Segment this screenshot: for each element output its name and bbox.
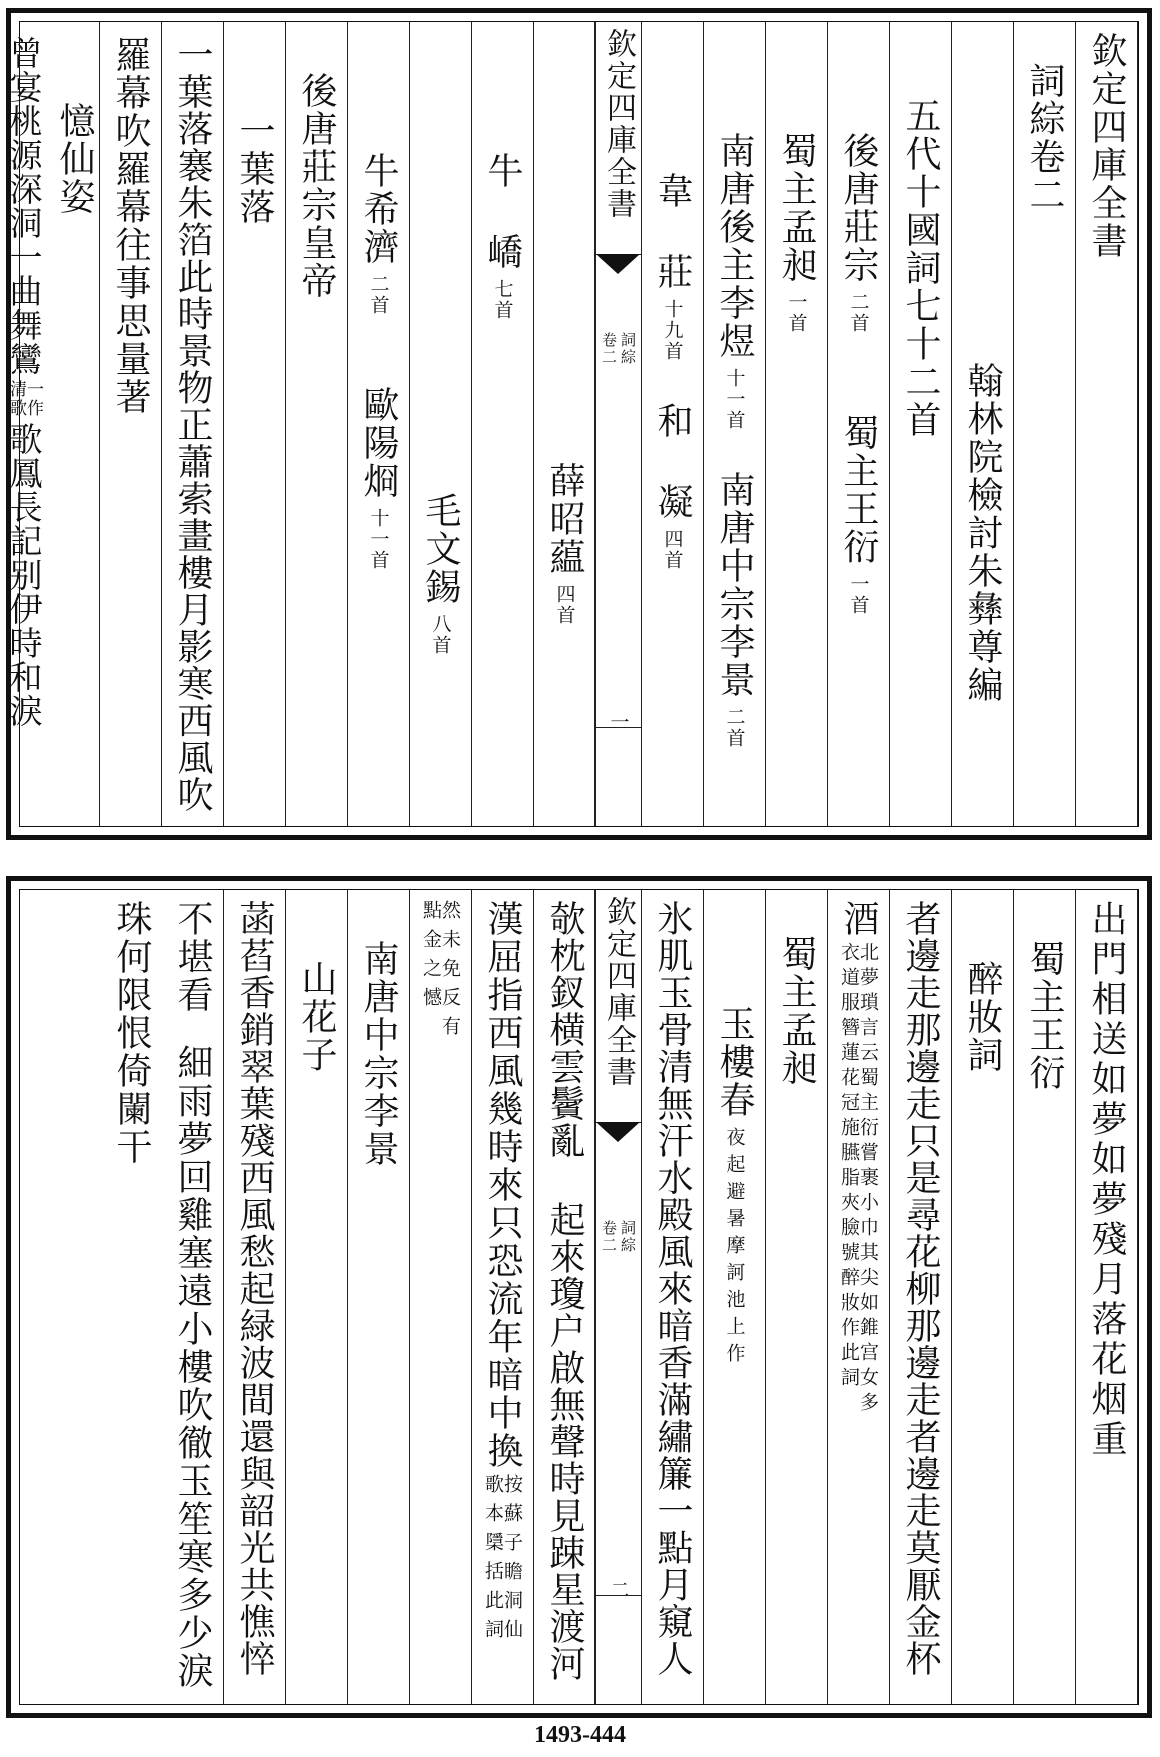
author-entry: 薛昭藴 [544, 462, 585, 576]
poem-line: 曾宴桃源深洞一曲舞鸞 [4, 36, 44, 376]
col-b-3 [951, 890, 1014, 1704]
note-line: 按蘇子瞻洞仙 [501, 1474, 523, 1648]
col-b-7 [703, 890, 766, 1704]
bottom-page-inner-frame [19, 889, 1139, 1705]
volume-title: 詞綜卷二 [1024, 62, 1065, 214]
poem-line: 菡萏香銷翠葉殘西風愁起緑波間還與韶光共憔悴 [234, 900, 275, 1677]
poem-line: 不堪看 [172, 900, 213, 1014]
lower-fish-line [595, 727, 641, 728]
col-book-title [1075, 22, 1138, 826]
count-note: 二首 [367, 274, 390, 316]
col-b-8 [641, 890, 704, 1704]
page-footer-number: 1493-444 [534, 1722, 626, 1748]
poem-line: 珠何限恨倚闌干 [111, 900, 152, 1166]
author-entry: 牛希濟 [358, 152, 399, 266]
author-heading: 後唐莊宗皇帝 [296, 72, 337, 300]
col-compiler [951, 22, 1014, 826]
poem-line: 一葉落褰朱箔此時景物正蕭索畫樓月影寒西風吹 [172, 36, 213, 813]
col-b-5 [827, 890, 890, 1704]
col-tune-title-2 [49, 22, 100, 826]
poem-line: 漢屈指西風幾時來只恐流年暗中換 [482, 900, 523, 1470]
col-list-8 [347, 22, 410, 826]
center-sub-volume: 卷二 [600, 332, 618, 366]
note-line: 然未免反有 [439, 900, 461, 1045]
author-heading: 蜀主孟昶 [776, 935, 817, 1087]
count-note: 四首 [661, 529, 684, 571]
author-entry: 韋 莊 [652, 172, 693, 291]
col-b-6 [765, 890, 828, 1704]
inline-note [839, 942, 877, 1417]
note-line: 清歌 [6, 380, 26, 418]
col-b-12 [347, 890, 410, 1704]
col-list-1 [827, 22, 890, 826]
col-volume [1013, 22, 1076, 826]
col-text-2 [99, 22, 162, 826]
inline-note [421, 900, 459, 1045]
col-list-7 [409, 22, 472, 826]
note-line: 點金之憾 [420, 900, 442, 1016]
count-note: 十九首 [661, 299, 684, 362]
col-list-3 [703, 22, 766, 826]
top-page-inner-frame [4, 21, 1139, 827]
book-title: 欽定四庫全書 [1086, 32, 1127, 260]
compiler-line: 翰林院檢討朱彝尊編 [962, 362, 1003, 704]
author-entry: 後唐莊宗 [838, 132, 879, 284]
author-entry: 南唐中宗李景 [714, 471, 755, 699]
col-text-1 [161, 22, 224, 826]
bottom-page-frame [6, 876, 1152, 1718]
poem-line: 歌鳳長記别伊時和淚 [4, 422, 44, 728]
count-note: 十一首 [723, 368, 746, 431]
poem-line: 出門相送如夢如夢殘月落花烟重 [1086, 900, 1127, 1460]
note-line: 一作 [23, 380, 43, 418]
col-b-10 [471, 890, 534, 1704]
poem-line: 羅幕吹羅幕往事思量著 [110, 36, 151, 416]
count-note: 八首 [429, 614, 452, 656]
author-entry: 蜀主孟昶 [776, 132, 817, 284]
author-entry: 毛文錫 [420, 492, 461, 606]
tune-title: 醉妝詞 [962, 960, 1003, 1074]
col-section-heading [889, 22, 952, 826]
lower-fish-line [595, 1595, 641, 1596]
author-heading: 蜀主王衍 [1024, 940, 1065, 1092]
poem-line: 者邊走那邊走只是尋花柳那邊走者邊走莫厭金杯 [900, 900, 941, 1677]
center-sub-title: 詞綜 [619, 332, 637, 366]
poem-line: 欹枕釵横雲鬢亂 起來瓊户啟無聲時見踈星渡河 [544, 900, 585, 1682]
note-line: 歌本檃括此詞 [482, 1474, 504, 1648]
fish-tail-mark [596, 254, 640, 274]
col-tune-title [223, 22, 286, 826]
count-note: 二首 [847, 292, 870, 334]
note-line: 衣道服簪蓮花冠施臙脂夾臉號醉妝作此詞 [838, 942, 860, 1392]
col-b-15 [161, 890, 224, 1704]
fish-tail-mark [596, 1122, 640, 1142]
col-b-11 [409, 890, 472, 1704]
poem-line: 氷肌玉骨清無汗水殿風來暗香滿繡簾一點月窺人 [652, 900, 693, 1677]
tune-note: 夜起避暑摩訶池上作 [723, 1127, 746, 1370]
center-sub-volume: 卷二 [600, 1220, 618, 1254]
author-entry: 和 凝 [652, 402, 693, 521]
col-text-3 [0, 22, 50, 826]
poem-line: 酒 [838, 900, 879, 938]
count-note: 一首 [785, 292, 808, 334]
tune-title: 玉樓春 [714, 1005, 755, 1119]
author-heading: 南唐中宗李景 [358, 940, 399, 1168]
center-volume [601, 1220, 635, 1254]
author-entry: 歐陽烱 [358, 386, 399, 500]
count-note: 一首 [847, 574, 870, 616]
center-volume [601, 332, 635, 366]
tune-title: 山花子 [296, 960, 337, 1074]
top-page-frame [6, 8, 1152, 840]
col-b-13 [285, 890, 348, 1704]
author-entry: 蜀主王衍 [838, 414, 879, 566]
poem-line: 細雨夢回雞塞遠小樓吹徹玉笙寒多少淚 [172, 1044, 213, 1690]
author-entry: 牛 嶠 [482, 152, 523, 271]
author-entry: 南唐後主李煜 [714, 132, 755, 360]
center-book-title: 欽定四庫全書 [601, 896, 636, 1088]
section-heading: 五代十國詞七十二首 [900, 97, 941, 439]
col-list-2 [765, 22, 828, 826]
note-line: 北夢瑣言云蜀主衍嘗裹小巾其尖如錐宫女多 [857, 942, 879, 1417]
col-b-16 [100, 890, 162, 1704]
inline-note [7, 380, 41, 418]
tune-title: 一葉落 [234, 112, 275, 226]
col-b-9 [533, 890, 596, 1704]
count-note: 十一首 [367, 508, 390, 571]
tune-title: 憶仙姿 [54, 102, 95, 216]
center-page-number: 二 [607, 1580, 630, 1601]
count-note: 七首 [491, 279, 514, 321]
center-sub-title: 詞綜 [619, 1220, 637, 1254]
col-b-2 [1013, 890, 1076, 1704]
col-b-14 [223, 890, 286, 1704]
col-b-1 [1075, 890, 1138, 1704]
col-emperor [285, 22, 348, 826]
center-page-number: 一 [607, 712, 630, 733]
center-fold [594, 22, 642, 826]
count-note: 四首 [553, 584, 576, 626]
count-note: 二首 [723, 707, 746, 749]
center-fold [594, 890, 642, 1704]
col-b-4 [889, 890, 952, 1704]
col-list-4 [641, 22, 704, 826]
col-list-6 [471, 22, 534, 826]
inline-note [483, 1474, 521, 1648]
col-list-5 [533, 22, 596, 826]
center-book-title: 欽定四庫全書 [601, 28, 636, 220]
